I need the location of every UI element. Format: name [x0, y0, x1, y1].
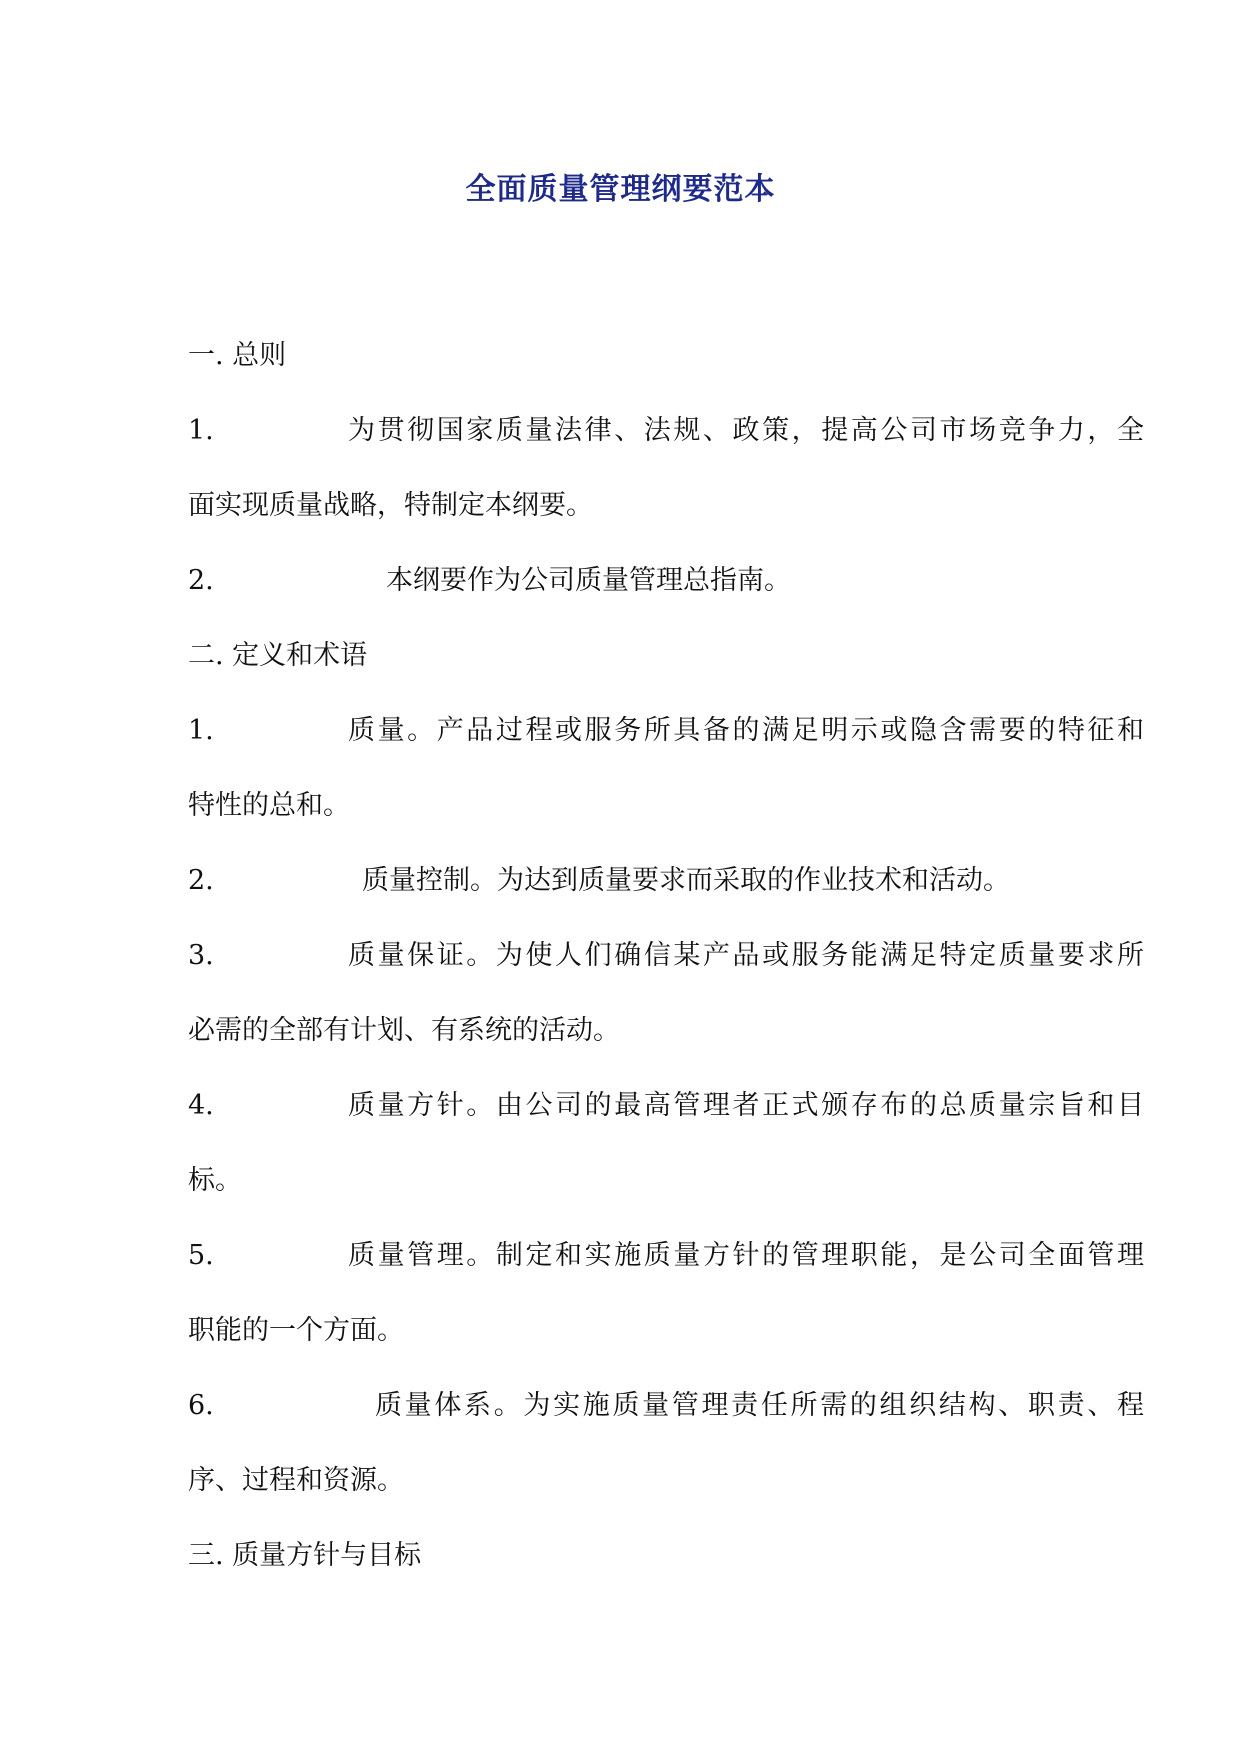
item-number: 4.	[188, 1090, 214, 1121]
item-text: 质量方针。由公司的最高管理者正式颁存布的总质量宗旨和目	[348, 1090, 1144, 1121]
list-item	[188, 1068, 1144, 1143]
item-text: 质量控制。为达到质量要求而采取的作业技术和活动。	[362, 865, 1010, 896]
item-text: 质量体系。为实施质量管理责任所需的组织结构、职责、程	[375, 1390, 1144, 1421]
item-continuation: 职能的一个方面。	[188, 1315, 404, 1346]
item-text: 本纲要作为公司质量管理总指南。	[386, 565, 791, 596]
list-item	[188, 693, 1144, 768]
item-text: 质量管理。制定和实施质量方针的管理职能，是公司全面管理	[348, 1240, 1144, 1271]
item-number: 3.	[188, 940, 214, 971]
document-title: 全面质量管理纲要范本	[465, 172, 776, 207]
item-number: 1.	[188, 415, 214, 446]
item-continuation: 标。	[188, 1165, 242, 1196]
item-continuation: 序、过程和资源。	[188, 1465, 404, 1496]
list-item	[188, 393, 1144, 468]
item-continuation: 面实现质量战略，特制定本纲要。	[188, 490, 593, 521]
list-item	[188, 1218, 1144, 1293]
list-item	[188, 843, 1144, 918]
item-number: 2.	[188, 565, 214, 596]
item-number: 2.	[188, 865, 214, 896]
item-number: 1.	[188, 715, 214, 746]
item-number: 5.	[188, 1240, 214, 1271]
item-continuation: 特性的总和。	[188, 790, 350, 821]
item-text: 质量。产品过程或服务所具备的满足明示或隐含需要的特征和	[348, 715, 1144, 746]
section-heading-general: 一. 总则	[188, 340, 287, 371]
list-item	[188, 918, 1144, 993]
section-heading-policy: 三. 质量方针与目标	[188, 1540, 422, 1571]
item-text: 质量保证。为使人们确信某产品或服务能满足特定质量要求所	[348, 940, 1144, 971]
document-body	[188, 318, 1144, 1593]
item-number: 6.	[188, 1390, 214, 1421]
section-heading-definitions: 二. 定义和术语	[188, 640, 368, 671]
list-item	[188, 543, 1144, 618]
item-continuation: 必需的全部有计划、有系统的活动。	[188, 1015, 620, 1046]
list-item	[188, 1368, 1144, 1443]
item-text: 为贯彻国家质量法律、法规、政策，提高公司市场竞争力，全	[348, 415, 1144, 446]
